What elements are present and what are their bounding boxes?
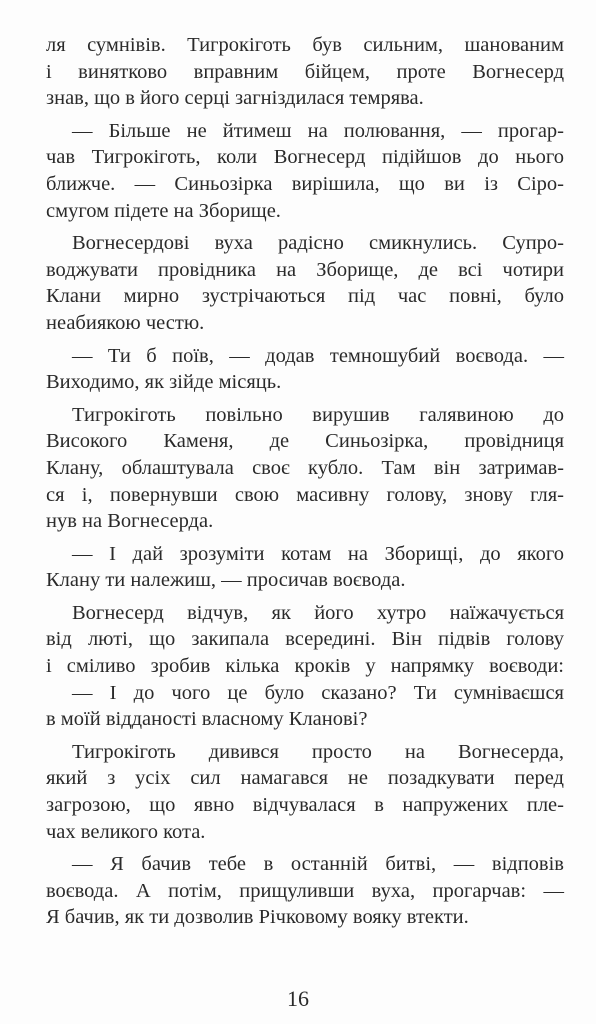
text-line: в моїй відданості власному Кланові? bbox=[46, 708, 368, 731]
text-line: який з усіх сил намагався не позадкувати перед bbox=[46, 767, 564, 790]
text-line: від люті, що закипала всередині. Він підвів голову bbox=[46, 628, 564, 651]
text-line: чах великого кота. bbox=[46, 820, 206, 843]
paragraph bbox=[46, 32, 564, 112]
text-line: — Більше не йтимеш на полювання, — прогар- bbox=[72, 119, 564, 142]
text-line: Виходимо, як зійде місяць. bbox=[46, 371, 282, 394]
paragraph bbox=[46, 230, 564, 336]
text-line: — Ти б поїв, — додав темношубий воєвода. — bbox=[72, 344, 564, 367]
text-line: Вогнесердові вуха радісно смикнулись. Супро- bbox=[72, 232, 564, 255]
text-line: Тигрокіготь повільно вирушив галявиною до bbox=[72, 403, 564, 426]
text-line: воджувати провідника на Зборище, де всі чотири bbox=[46, 258, 564, 281]
paragraph bbox=[46, 118, 564, 224]
text-line: Вогнесерд відчув, як його хутро наїжачується bbox=[72, 601, 564, 624]
text-line: Тигрокіготь дивився просто на Вогнесерда, bbox=[72, 740, 564, 763]
text-line: Клану ти належиш, — просичав воєвода. bbox=[46, 569, 406, 592]
paragraph bbox=[46, 402, 564, 535]
text-line: — І дай зрозуміти котам на Зборищі, до якого bbox=[72, 542, 564, 565]
text-line: ся і, повернувши свою масивну голову, знову гля- bbox=[46, 483, 564, 506]
text-line: ближче. — Синьозірка вирішила, що ви із Сіро- bbox=[46, 172, 564, 195]
text-line: загрозою, що явно відчувалася в напружених пле- bbox=[46, 794, 564, 817]
text-line: — І до чого це було сказано? Ти сумніваєшся bbox=[72, 681, 564, 704]
text-line: і сміливо зробив кілька кроків у напрямку воєводи: bbox=[46, 655, 564, 678]
text-line: Клану, облаштувала своє кубло. Там він затримав- bbox=[46, 456, 564, 479]
text-line: — Я бачив тебе в останній битві, — відповів bbox=[72, 853, 564, 876]
paragraph bbox=[46, 739, 564, 845]
text-line: чав Тигрокіготь, коли Вогнесерд підійшов до нього bbox=[46, 146, 564, 169]
paragraph bbox=[46, 343, 564, 396]
paragraph bbox=[46, 600, 564, 733]
text-line: нув на Вогнесерда. bbox=[46, 510, 214, 533]
text-line: знав, що в його серці загніздилася темрява. bbox=[46, 87, 424, 110]
text-line: і винятково вправним бійцем, проте Вогнесерд bbox=[46, 60, 564, 83]
paragraph bbox=[46, 851, 564, 931]
text-line: Клани мирно зустрічаються під час повні, було bbox=[46, 285, 564, 308]
body-text bbox=[46, 32, 564, 931]
text-line: Я бачив, як ти дозволив Річковому вояку втекти. bbox=[46, 906, 469, 929]
text-line: Високого Каменя, де Синьозірка, провідниця bbox=[46, 430, 564, 453]
text-line: ля сумнівів. Тигрокіготь був сильним, шанованим bbox=[46, 34, 564, 56]
text-line: смугом підете на Зборище. bbox=[46, 199, 281, 222]
page-number: 16 bbox=[287, 986, 309, 1011]
paragraph bbox=[46, 541, 564, 594]
text-line: воєвода. А потім, прищуливши вуха, прогарчав: — bbox=[46, 879, 564, 902]
text-line: неабиякою честю. bbox=[46, 311, 205, 334]
